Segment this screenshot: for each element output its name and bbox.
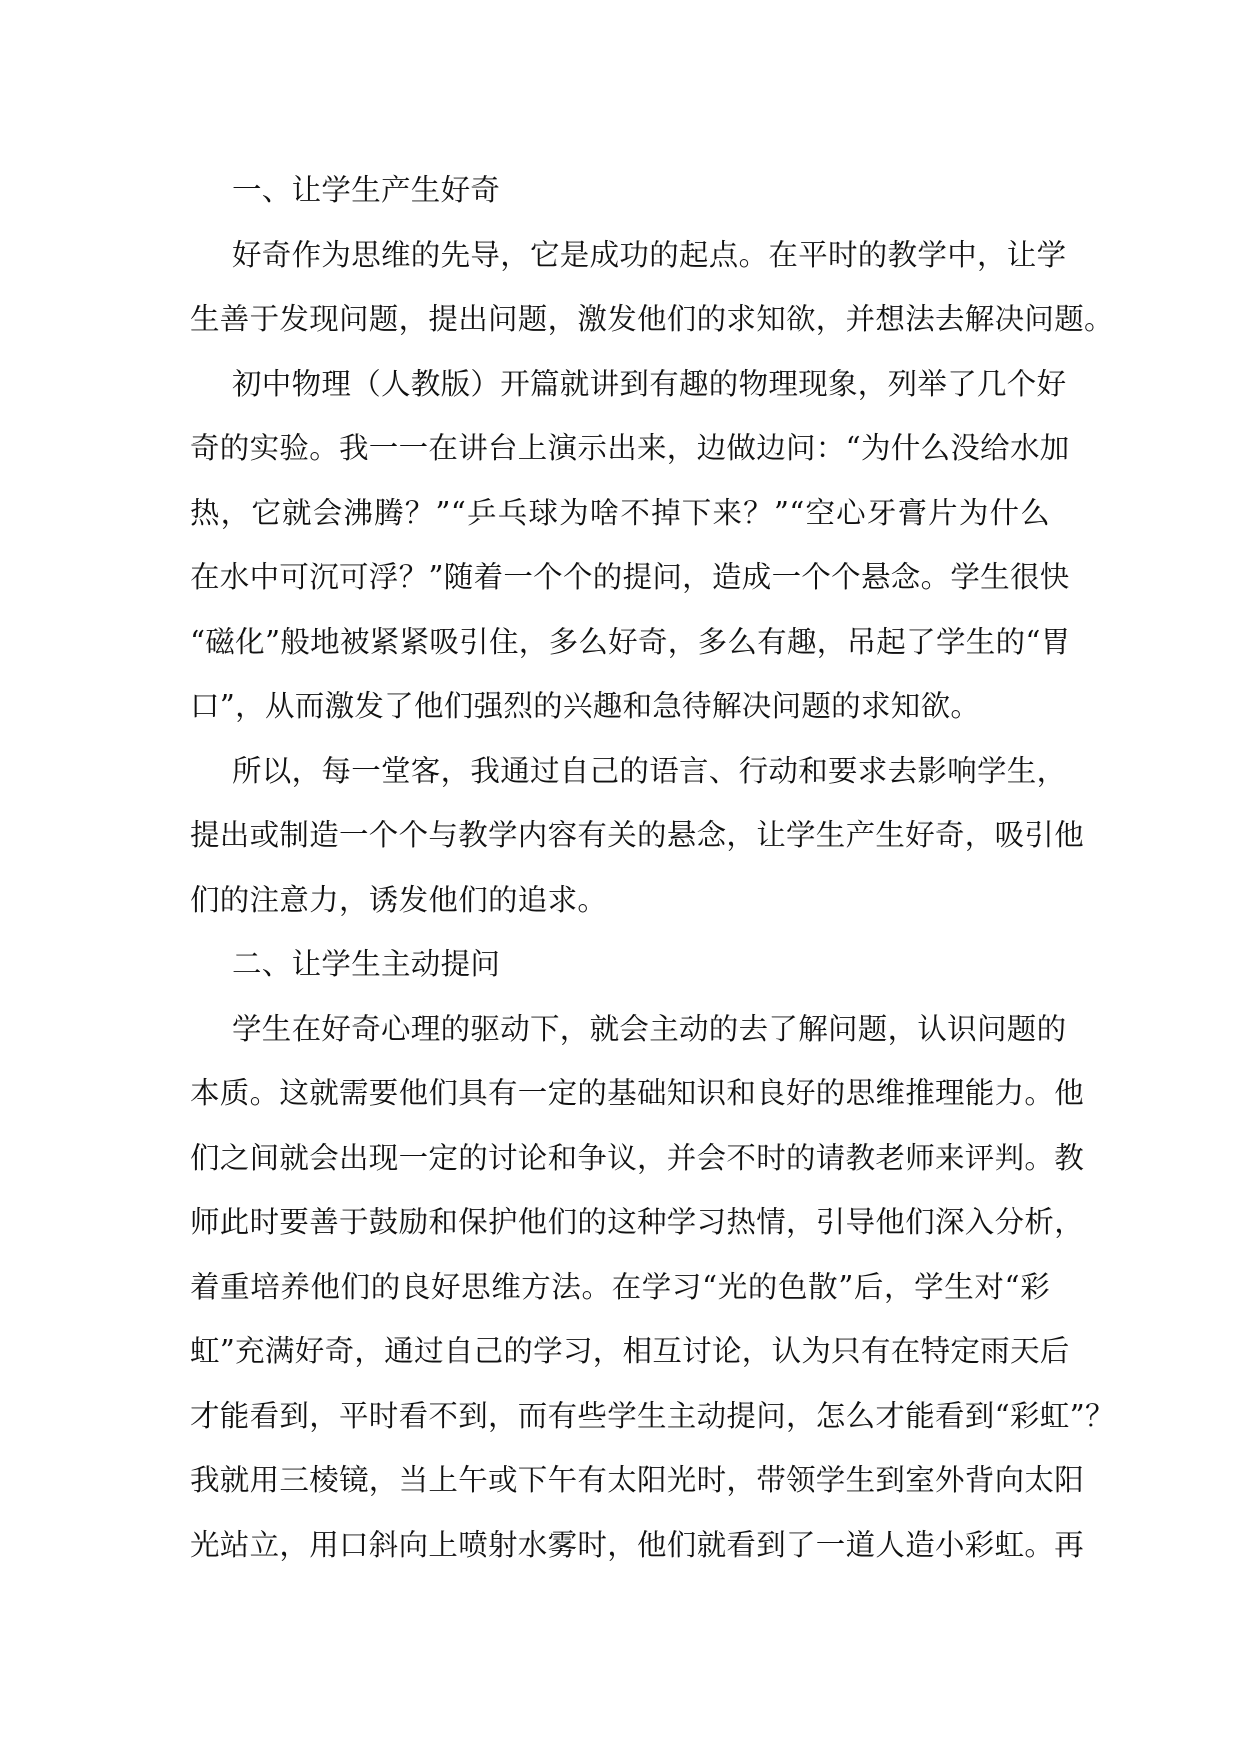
document-body [190, 158, 1115, 1577]
paragraph-1-line-1: 好奇作为思维的先导，它是成功的起点。在平时的教学中，让学 [232, 237, 1067, 272]
paragraph-2-line-1: 初中物理（人教版）开篇就讲到有趣的物理现象，列举了几个好 [232, 366, 1067, 401]
paragraph-4-line-4: 师此时要善于鼓励和保护他们的这种学习热情，引导他们深入分析， [190, 1205, 1085, 1239]
paragraph-4-line-5: 着重培养他们的良好思维方法。在学习“光的色散”后，学生对“彩 [190, 1269, 1050, 1304]
heading-2: 二、让学生主动提问 [232, 947, 501, 981]
heading-1: 一、让学生产生好奇 [232, 173, 501, 207]
paragraph-4-line-7: 才能看到，平时看不到，而有些学生主动提问，怎么才能看到“彩虹”？ [190, 1398, 1115, 1433]
paragraph-3-line-3: 们的注意力，诱发他们的追求。 [190, 882, 608, 917]
paragraph-3-line-2: 提出或制造一个个与教学内容有关的悬念，让学生产生好奇，吸引他 [190, 818, 1085, 852]
paragraph-2-line-4: 在水中可沉可浮？”随着一个个的提问，造成一个个悬念。学生很快 [190, 560, 1070, 594]
paragraph-2-line-3: 热，它就会沸腾？”“乒乓球为啥不掉下来？”“空心牙膏片为什么 [190, 495, 1050, 530]
paragraph-1-line-2: 生善于发现问题，提出问题，激发他们的求知欲，并想法去解决问题。 [190, 302, 1114, 336]
paragraph-3-line-1: 所以，每一堂客，我通过自己的语言、行动和要求去影响学生， [232, 753, 1067, 788]
paragraph-2-line-5: “磁化”般地被紧紧吸引住，多么好奇，多么有趣，吊起了学生的“胃 [190, 624, 1071, 659]
paragraph-4-line-9: 光站立，用口斜向上喷射水雾时，他们就看到了一道人造小彩虹。再 [190, 1527, 1085, 1562]
paragraph-4-line-3: 们之间就会出现一定的讨论和争议，并会不时的请教老师来评判。教 [190, 1140, 1085, 1175]
paragraph-2-line-2: 奇的实验。我一一在讲台上演示出来，边做边问：“为什么没给水加 [190, 431, 1070, 465]
paragraph-4-line-1: 学生在好奇心理的驱动下，就会主动的去了解问题，认识问题的 [232, 1011, 1067, 1046]
paragraph-4-line-6: 虹”充满好奇，通过自己的学习，相互讨论，认为只有在特定雨天后 [190, 1334, 1070, 1368]
paragraph-2-line-6: 口”，从而激发了他们强烈的兴趣和急待解决问题的求知欲。 [190, 689, 981, 723]
paragraph-4-line-8: 我就用三棱镜，当上午或下午有太阳光时，带领学生到室外背向太阳 [190, 1463, 1085, 1497]
paragraph-4-line-2: 本质。这就需要他们具有一定的基础知识和良好的思维推理能力。他 [190, 1076, 1085, 1110]
